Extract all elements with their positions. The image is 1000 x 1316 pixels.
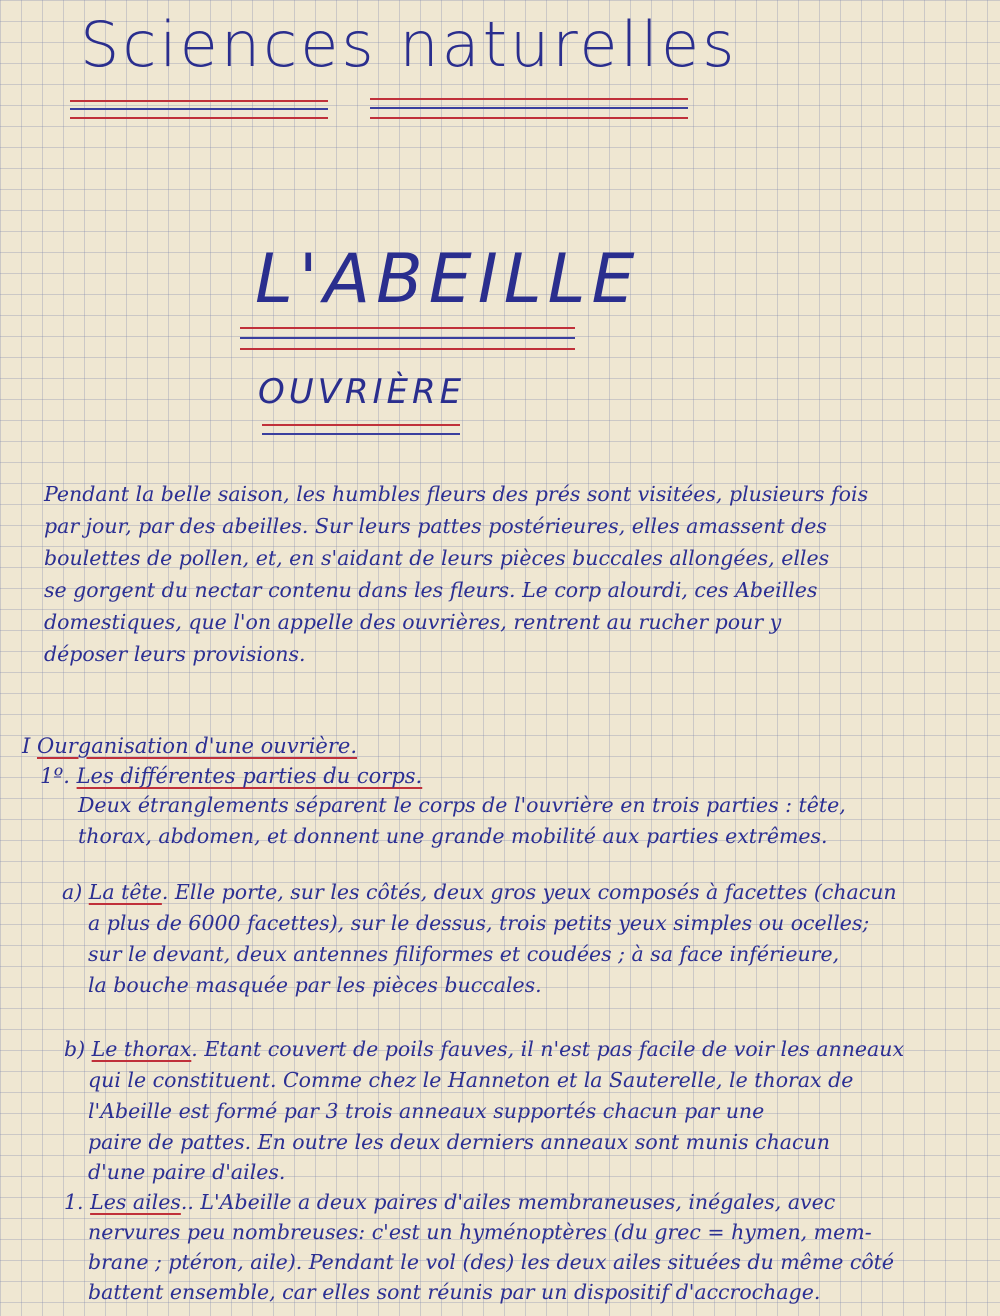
- title-underline-red: [370, 98, 688, 100]
- main-title: L'ABEILLE: [255, 240, 641, 319]
- part-label: a): [62, 880, 83, 904]
- part-title: Les ailes: [90, 1190, 181, 1214]
- part-a-first-line: [62, 882, 897, 903]
- part-title: Le thorax: [91, 1037, 192, 1061]
- sub-title-underline-red: [262, 424, 460, 426]
- part-text: .. L'Abeille a deux paires d'ailes membraneuses, inégales, avec: [180, 1190, 836, 1214]
- main-title-underline-red: [240, 327, 575, 329]
- intro-line: par jour, par des abeilles. Sur leurs pattes postérieures, elles amassent des: [44, 514, 827, 538]
- title-underline-blue: [70, 108, 328, 110]
- part-1-line: nervures peu nombreuses: c'est un hyménoptères (du grec = hymen, mem-: [88, 1220, 872, 1244]
- sub-title: OUVRIÈRE: [258, 372, 466, 412]
- intro-line: Pendant la belle saison, les humbles fleurs des prés sont visitées, plusieurs fois: [44, 482, 869, 506]
- main-title-underline-red: [240, 348, 575, 350]
- title-underline-red: [370, 117, 688, 119]
- intro-line: domestiques, que l'on appelle des ouvrières, rentrent au rucher pour y: [44, 610, 782, 634]
- section-title: Ourganisation d'une ouvrière.: [36, 734, 357, 758]
- section-1-line: thorax, abdomen, et donnent une grande mobilité aux parties extrêmes.: [78, 824, 828, 848]
- intro-line: déposer leurs provisions.: [44, 642, 306, 666]
- part-title: La tête: [88, 880, 162, 904]
- section-number: I: [22, 734, 31, 758]
- part-a-line: la bouche masquée par les pièces buccales.: [88, 973, 542, 997]
- part-text: . Elle porte, sur les côtés, deux gros yeux composés à facettes (chacun: [161, 880, 897, 904]
- section-title: Les différentes parties du corps.: [76, 764, 423, 788]
- main-title-underline-blue: [240, 337, 575, 339]
- part-b-line: d'une paire d'ailes.: [88, 1160, 286, 1184]
- part-label: 1.: [64, 1190, 84, 1214]
- title-underline-red: [70, 100, 328, 102]
- part-b-line: l'Abeille est formé par 3 trois anneaux supportés chacun par une: [88, 1099, 765, 1123]
- section-1-line: Deux étranglements séparent le corps de l'ouvrière en trois parties : tête,: [78, 793, 846, 817]
- section-I-heading: [22, 734, 357, 758]
- section-number: 1º.: [40, 764, 70, 788]
- subject-title: Sciences naturelles: [80, 8, 738, 81]
- intro-line: boulettes de pollen, et, en s'aidant de leurs pièces buccales allongées, elles: [44, 546, 830, 570]
- part-a-line: sur le devant, deux antennes filiformes et coudées ; à sa face inférieure,: [88, 942, 840, 966]
- part-b-line: qui le constituent. Comme chez le Hanneton et la Sauterelle, le thorax de: [88, 1068, 854, 1092]
- title-underline-blue: [370, 107, 688, 109]
- part-label: b): [64, 1037, 86, 1061]
- part-text: . Etant couvert de poils fauves, il n'est pas facile de voir les anneaux: [191, 1037, 905, 1061]
- part-b-line: paire de pattes. En outre les deux derniers anneaux sont munis chacun: [88, 1130, 830, 1154]
- part-1-first-line: [64, 1192, 835, 1213]
- part-1-line: brane ; ptéron, aile). Pendant le vol (des) les deux ailes situées du même côté: [88, 1250, 895, 1274]
- part-b-first-line: [64, 1039, 904, 1060]
- part-a-line: a plus de 6000 facettes), sur le dessus, trois petits yeux simples ou ocelles;: [88, 911, 870, 935]
- sub-title-underline-blue: [262, 433, 460, 435]
- part-1-line: battent ensemble, car elles sont réunis par un dispositif d'accrochage.: [88, 1280, 821, 1304]
- section-1-heading: [40, 764, 422, 788]
- intro-line: se gorgent du nectar contenu dans les fleurs. Le corp alourdi, ces Abeilles: [44, 578, 818, 602]
- title-underline-red: [70, 117, 328, 119]
